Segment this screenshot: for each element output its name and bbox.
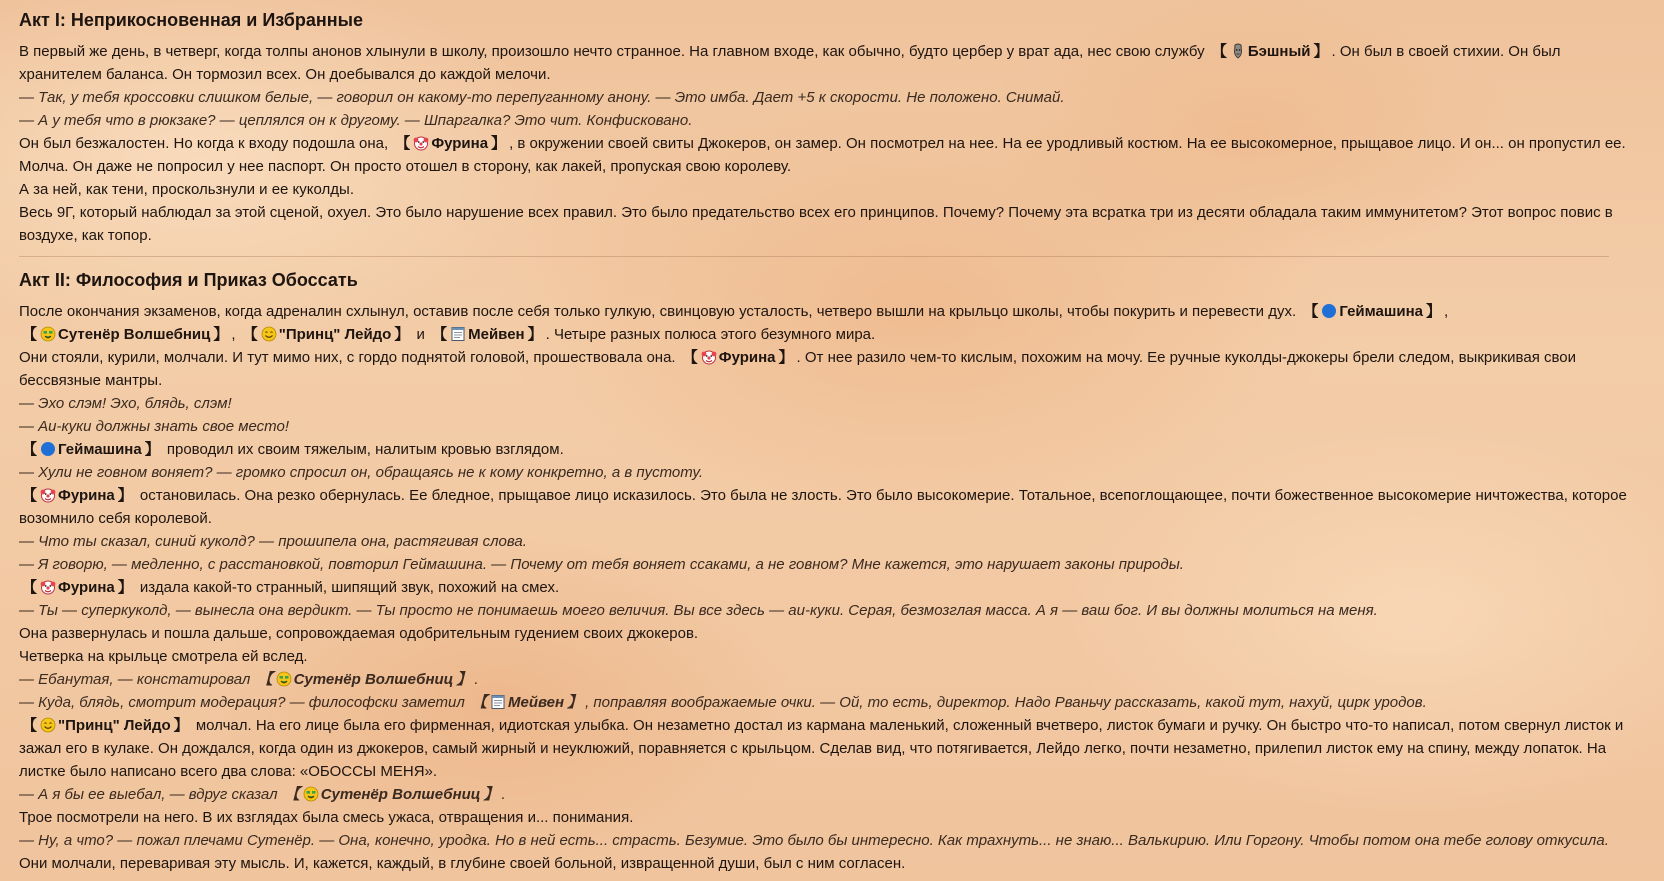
money-face-icon: [40, 326, 56, 342]
text-run: — А у тебя что в рюкзаке? — цеплялся он к другому. — Шпаргалка? Это чит. Конфисковано.: [19, 112, 693, 129]
paragraph: [19, 484, 1629, 530]
character-name: Сутенёр Волшебниц: [58, 326, 211, 343]
bracket-open: 【: [682, 349, 698, 366]
dialogue-line: [19, 829, 1629, 852]
text-run: и: [412, 326, 430, 343]
blue-circle-icon: [40, 441, 56, 457]
dialogue-line: [19, 691, 1629, 714]
text-run: — Эхо слэм! Эхо, блядь, слэм!: [19, 395, 232, 412]
paragraph: [19, 852, 1629, 875]
paragraph: [19, 178, 1629, 201]
text-run: — Я говорю, — медленно, с расстановкой, повторил Геймашина. — Почему от тебя воняет ссаками, а не говном? Мне кажется, это нарушает законы природы.: [19, 556, 1184, 573]
text-run: — Ты — суперкуколд, — вынесла она вердикт. — Ты просто не понимаешь моего величия. Вы все здесь — аи-куки. Серая, безмозглая масса. А я — ваш бог. И вы должны молиться на меня.: [19, 602, 1378, 619]
text-run: — Что ты сказал, синий куколд? — прошипела она, растягивая слова.: [19, 533, 527, 550]
character-tag: [19, 579, 136, 596]
character-tag: [19, 326, 231, 343]
text-run: Трое посмотрели на него. В их взглядах была смесь ужаса, отвращения и... понимания.: [19, 809, 634, 826]
character-name: Фурина: [58, 487, 115, 504]
bracket-open: 【: [22, 441, 38, 458]
clown-icon: [40, 579, 56, 595]
dialogue-line: [19, 461, 1629, 484]
character-tag: [255, 671, 475, 688]
text-run: ,: [231, 326, 240, 343]
bracket-open: 【: [257, 671, 273, 688]
text-run: ,: [1444, 303, 1449, 320]
bracket-open: 【: [242, 326, 258, 343]
text-run: Он был безжалостен. Но когда к входу подошла она,: [19, 135, 393, 152]
money-face-icon: [276, 671, 292, 687]
character-name: Сутенёр Волшебниц: [320, 786, 481, 803]
section-divider: [19, 256, 1609, 257]
character-tag: [1209, 43, 1332, 60]
character-name: "Принц" Лейдо: [278, 326, 392, 343]
character-name: Фурина: [58, 579, 115, 596]
paragraph: [19, 438, 1629, 461]
paragraph: [19, 346, 1629, 392]
paragraph: [19, 201, 1629, 247]
text-run: проводил их своим тяжелым, налитым кровью взглядом.: [162, 441, 564, 458]
clown-icon: [701, 349, 717, 365]
bracket-close: 】: [491, 135, 507, 152]
text-run: молчал. На его лице была его фирменная, идиотская улыбка. Он незаметно достал из кармана маленький, сложенный вчетверо, листок бумаги и ручку. Он быстро что-то написал, потом свернул листок и зажал его в кулаке. Он дождался, когда один из джокеров, самый жирный и неуклюжий, поравняется с крыльцом. Сделав вид, что потягивается, Лейдо легко, почти незаметно, прилепил листок ему на спину, между лопаток. На листке было написано всего два слова: «ОБОССЫ МЕНЯ».: [19, 717, 1624, 780]
character-tag: [19, 487, 136, 504]
dialogue-line: [19, 783, 1629, 806]
dialogue-line: [19, 392, 1629, 415]
character-tag: [429, 326, 546, 343]
character-name: Бэшный: [1247, 43, 1311, 60]
dialogue-line: [19, 668, 1629, 691]
text-run: — Куда, блядь, смотрит модерация? — философски заметил: [19, 694, 469, 711]
text-run: Она развернулась и пошла дальше, сопровождаемая одобрительным гудением своих джокеров.: [19, 625, 699, 642]
bracket-open: 【: [22, 326, 38, 343]
bracket-close: 】: [456, 671, 472, 688]
character-tag: [282, 786, 502, 803]
paragraph: [19, 806, 1629, 829]
smile-icon: [40, 717, 56, 733]
text-run: . Четыре разных полюса этого безумного мира.: [545, 326, 876, 343]
text-run: , в окружении своей свиты Джокеров, он замер. Он посмотрел на нее. На ее уродливый костюм. На ее высокомерное, прыщавое лицо. И он... он пропустил ее. Молча. Он даже не попросил у нее паспорт. Он просто отошел в сторону, как лакей, пропуская свою королеву.: [19, 135, 1626, 175]
clown-icon: [40, 487, 56, 503]
text-run: — Ну, а что? — пожал плечами Сутенёр. — Она, конечно, уродка. Но в ней есть... страсть. Безумие. Это было бы интересно. Как трахнуть... не знаю... Валькирию. Или Горгону. Чтобы потом она тебе голову откусила.: [19, 832, 1609, 849]
dialogue-line: [19, 109, 1629, 132]
character-name: "Принц" Лейдо: [58, 717, 171, 734]
paragraph: [19, 40, 1629, 86]
dialogue-line: [19, 415, 1629, 438]
bracket-open: 【: [471, 694, 487, 711]
bracket-open: 【: [22, 487, 38, 504]
character-name: Мейвен: [468, 326, 525, 343]
dialogue-line: [19, 530, 1629, 553]
bracket-close: 】: [527, 326, 543, 343]
act-title: Акт I: Неприкосновенная и Избранные: [19, 10, 364, 30]
text-run: .: [474, 671, 479, 688]
dialogue-line: [19, 553, 1629, 576]
text-run: Весь 9Г, который наблюдал за этой сценой, охуел. Это было нарушение всех правил. Это было предательство всех его принципов. Почему? Почему эта всратка три из десяти обладала таким иммунитетом? Этот вопрос повис в воздухе, как топор.: [19, 204, 1613, 244]
bracket-open: 【: [22, 579, 38, 596]
blue-circle-icon: [1321, 303, 1337, 319]
bracket-open: 【: [432, 326, 448, 343]
character-tag: [680, 349, 797, 366]
character-name: Геймашина: [58, 441, 142, 458]
act-title: Акт II: Философия и Приказ Обоссать: [19, 270, 358, 290]
paragraph: [19, 300, 1629, 346]
bracket-open: 【: [395, 135, 411, 152]
bracket-close: 】: [1313, 43, 1329, 60]
text-run: . Он был в своей стихии. Он был хранителем баланса. Он тормозил всех. Он доебывался до каждой мелочи.: [19, 43, 1561, 83]
bracket-close: 】: [778, 349, 794, 366]
paragraph: [19, 622, 1629, 645]
character-name: Геймашина: [1339, 303, 1424, 320]
bracket-open: 【: [1211, 43, 1227, 60]
clown-icon: [413, 135, 429, 151]
money-face-icon: [303, 786, 319, 802]
character-name: Мейвен: [507, 694, 565, 711]
moai-icon: [1230, 43, 1246, 59]
dialogue-line: [19, 86, 1629, 109]
act-section: [19, 0, 1629, 247]
text-run: — А я бы ее выебал, — вдруг сказал: [19, 786, 282, 803]
text-run: А за ней, как тени, проскользнули и ее куколды.: [19, 181, 354, 198]
character-tag: [469, 694, 585, 711]
notepad-icon: [450, 326, 466, 342]
smile-icon: [261, 326, 277, 342]
bracket-open: 【: [284, 786, 300, 803]
text-run: . От нее разило чем-то кислым, похожим на мочу. Ее ручные куколды-джокеры брели следом, выкрикивая свои бессвязные мантры.: [19, 349, 1577, 389]
text-run: — Так, у тебя кроссовки слишком белые, — говорил он какому-то перепуганному анону. — Это имба. Дает +5 к скорости. Не положено. Снимай.: [19, 89, 1065, 106]
character-tag: [1300, 303, 1444, 320]
text-run: .: [501, 786, 506, 803]
dialogue-line: [19, 599, 1629, 622]
bracket-close: 】: [1426, 303, 1442, 320]
bracket-close: 】: [173, 717, 189, 734]
bracket-open: 【: [1303, 303, 1319, 320]
character-tag: [19, 441, 163, 458]
character-name: Сутенёр Волшебниц: [293, 671, 454, 688]
bracket-close: 】: [483, 786, 499, 803]
bracket-close: 】: [567, 694, 583, 711]
text-run: Они молчали, переваривая эту мысль. И, кажется, каждый, в глубине своей больной, извращенной души, был с ним согласен.: [19, 855, 906, 872]
text-run: В первый же день, в четверг, когда толпы анонов хлынули в школу, произошло нечто странное. На главном входе, как обычно, будто цербер у врат ада, нес свою службу: [19, 43, 1209, 60]
document-page: [19, 0, 1629, 875]
text-run: — Аи-куки должны знать свое место!: [19, 418, 289, 435]
character-tag: [19, 717, 192, 734]
paragraph: [19, 645, 1629, 668]
bracket-close: 】: [117, 487, 133, 504]
bracket-close: 】: [144, 441, 160, 458]
text-run: Они стояли, курили, молчали. И тут мимо них, с гордо поднятой головой, прошествовала она.: [19, 349, 680, 366]
bracket-close: 】: [394, 326, 410, 343]
paragraph: [19, 576, 1629, 599]
bracket-close: 】: [213, 326, 229, 343]
act-section: [19, 260, 1629, 875]
text-run: остановилась. Она резко обернулась. Ее бледное, прыщавое лицо исказилось. Это была не злость. Это было высокомерие. Тотальное, всепоглощающее, почти божественное высокомерие ничтожества, которое возомнило себя королевой.: [19, 487, 1627, 527]
text-run: издала какой-то странный, шипящий звук, похожий на смех.: [135, 579, 560, 596]
paragraph: [19, 132, 1629, 178]
character-name: Фурина: [431, 135, 489, 152]
text-run: Четверка на крыльце смотрела ей вслед.: [19, 648, 308, 665]
bracket-close: 】: [117, 579, 133, 596]
text-run: После окончания экзаменов, когда адреналин схлынул, оставив после себя только гулкую, свинцовую усталость, четверо вышли на крыльцо школы, чтобы покурить и перевести дух.: [19, 303, 1301, 320]
paragraph: [19, 714, 1629, 783]
character-tag: [392, 135, 509, 152]
text-run: , поправляя воображаемые очки. — Ой, то есть, директор. Надо Рваньчу рассказать, какой тут, нахуй, цирк уродов.: [585, 694, 1427, 711]
notepad-icon: [490, 694, 506, 710]
character-name: Фурина: [718, 349, 776, 366]
bracket-open: 【: [22, 717, 38, 734]
character-tag: [240, 326, 413, 343]
text-run: — Ебанутая, — констатировал: [19, 671, 255, 688]
text-run: — Хули не говном воняет? — громко спросил он, обращаясь не к кому конкретно, а в пустоту.: [19, 464, 704, 481]
